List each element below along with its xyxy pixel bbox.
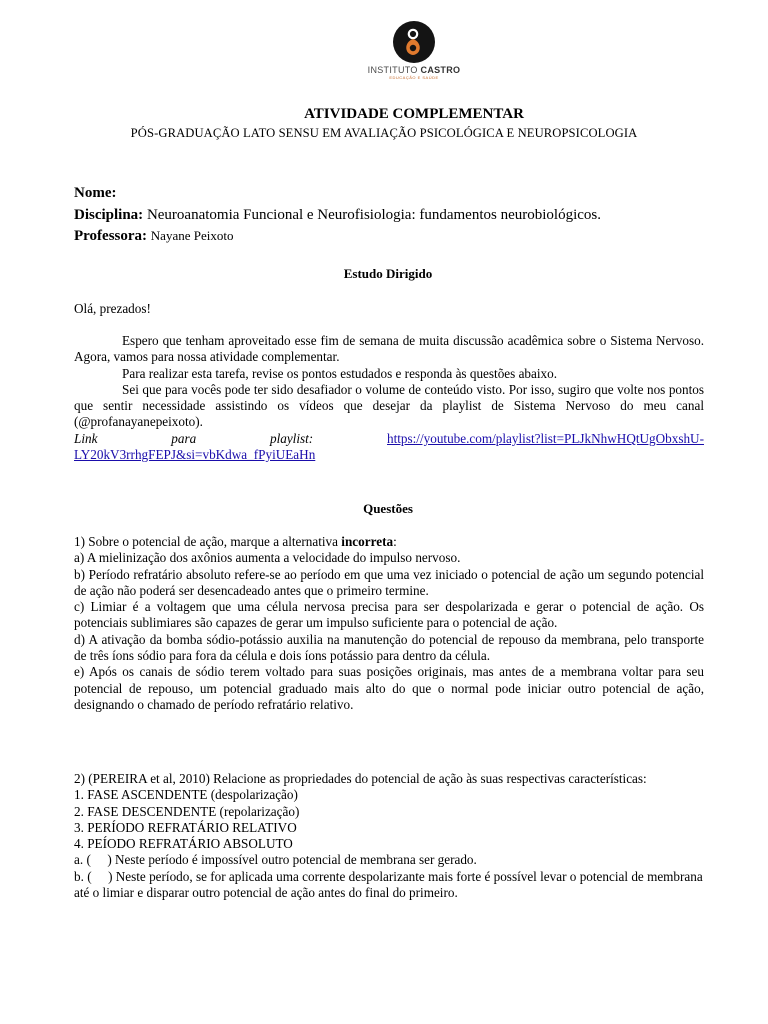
institute-logo bbox=[359, 20, 469, 80]
question-1-option-c: c) Limiar é a voltagem que uma célula nervosa precisa para ser despolarizada e gerar o potencial de ação. Os potenciais sublimiares são capazes de gerar um impulso suficiente para o potencial de ação. bbox=[74, 599, 704, 631]
question-1-option-d: d) A ativação da bomba sódio-potássio auxilia na manutenção do potencial de repouso da membrana, pelo transporte de três íons sódio para fora da célula e dois íons potássio para dentro da célula. bbox=[74, 631, 704, 664]
professor-value: Nayane Peixoto bbox=[150, 228, 234, 243]
question-2-stem: 2) (PEREIRA et al, 2010) Relacione as propriedades do potencial de ação às suas respectivas características: bbox=[74, 771, 647, 786]
question-2-option-b: b. ( ) Neste período, se for aplicada uma corrente despolarizante mais forte é possível levar o potencial de membrana até o limiar e disparar outro potencial de ação antes do final do primeiro. bbox=[74, 868, 707, 901]
question-1 bbox=[74, 534, 704, 713]
question-1-option-a: a) A mielinização dos axônios aumenta a velocidade do impulso nervoso. bbox=[74, 550, 461, 566]
document-title: ATIVIDADE COMPLEMENTAR bbox=[304, 106, 524, 122]
study-paragraph-2: Para realizar esta tarefa, revise os pontos estudados e responda às questões abaixo. bbox=[122, 365, 558, 381]
institute-tagline: EDUCAÇÃO E SAÚDE bbox=[389, 75, 439, 80]
study-intro bbox=[74, 333, 704, 463]
question-2-item-4: 4. PEÍODO REFRATÁRIO ABSOLUTO bbox=[74, 836, 293, 852]
question-1-option-e: e) Após os canais de sódio terem voltado para suas posições originais, mas antes de a membrana voltar para seu potencial de repouso, um potencial graduado mais alto do que o normal pode iniciar outro potencial de ação, designando o chamado de período refratário relativo. bbox=[74, 664, 704, 712]
study-heading: Estudo Dirigido bbox=[343, 266, 433, 281]
question-2-item-3: 3. PERÍODO REFRATÁRIO RELATIVO bbox=[74, 819, 297, 835]
greeting: Olá, prezados! bbox=[74, 301, 151, 316]
question-2-item-1: 1. FASE ASCENDENTE (despolarização) bbox=[74, 787, 298, 803]
question-1-stem: 1) Sobre o potencial de ação, marque a alternativa incorreta: bbox=[74, 534, 397, 549]
playlist-link[interactable]: https://youtube.com/playlist?list=PLJkNhwHQtUgObxshU- bbox=[387, 430, 704, 446]
name-label: Nome: bbox=[74, 185, 117, 201]
question-2-option-a: a. ( ) Neste período é impossível outro potencial de membrana ser gerado. bbox=[74, 852, 477, 868]
question-2-item-2: 2. FASE DESCENDENTE (repolarização) bbox=[74, 803, 300, 819]
playlist-link-continued[interactable]: LY20kV3rrhgFEPJ&si=vbKdwa_fPyiUEaHn bbox=[74, 447, 316, 463]
study-paragraph-3: Sei que para vocês pode ter sido desafiador o volume de conteúdo visto. Por isso, sugiro que volte nos pontos que sentir necessidade assistindo os vídeos que desejar da playlist de Sistema Nervoso do meu canal (@profanayanepeixoto). bbox=[74, 381, 704, 430]
discipline-value: Neuroanatomia Funcional e Neurofisiologia: fundamentos neurobiológicos. bbox=[146, 207, 601, 223]
link-label-word: para bbox=[171, 430, 197, 446]
professor-line bbox=[74, 228, 714, 245]
name-line bbox=[74, 185, 714, 202]
document-subtitle: PÓS-GRADUAÇÃO LATO SENSU EM AVALIAÇÃO PSICOLÓGICA E NEUROPSICOLOGIA bbox=[130, 126, 638, 140]
professor-label: Professora: bbox=[74, 228, 148, 244]
link-label-word: Link bbox=[74, 430, 98, 446]
discipline-label: Disciplina: bbox=[74, 207, 144, 223]
playlist-link-row bbox=[74, 431, 704, 447]
question-1-option-b: b) Período refratário absoluto refere-se ao período em que uma vez iniciado o potencial de ação um segundo potencial de ação não poderá ser desencadeado antes que o primeiro termine. bbox=[74, 566, 704, 598]
study-paragraph-1: Espero que tenham aproveitado esse fim de semana de muita discussão acadêmica sobre o Sistema Nervoso. Agora, vamos para nossa atividade complementar. bbox=[74, 333, 704, 365]
link-label-word: playlist: bbox=[269, 430, 314, 446]
discipline-line bbox=[74, 207, 714, 224]
institute-name: INSTITUTO CASTRO bbox=[367, 65, 461, 75]
question-2 bbox=[74, 771, 707, 901]
institute-logo-icon bbox=[392, 20, 436, 64]
questions-heading: Questões bbox=[363, 501, 413, 516]
